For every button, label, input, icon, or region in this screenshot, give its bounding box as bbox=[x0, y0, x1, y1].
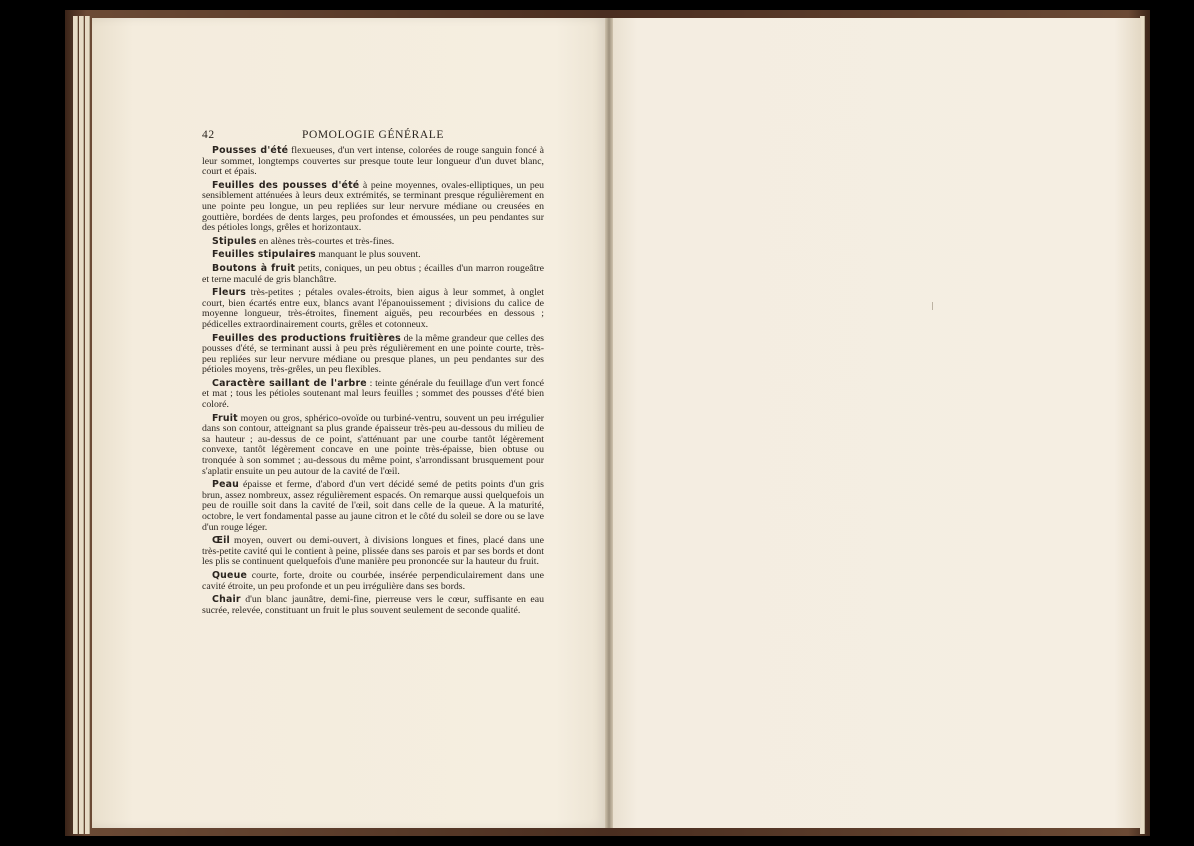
page-mark bbox=[932, 302, 933, 310]
paragraph: Peau épaisse et ferme, d'abord d'un vert décidé semé de petits points d'un gris brun, assez nombreux, assez régulièrement espacés. On remarque aussi quelquefois un peu de rouille soit dans la cavité de l'œil, soit dans celle de la queue. A la maturité, octobre, le vert fondamental passe au jaune citron et le côté du soleil se dore ou se lave d'un rouge léger. bbox=[202, 479, 544, 533]
running-title: POMOLOGIE GÉNÉRALE bbox=[301, 129, 445, 141]
page-text-block bbox=[202, 130, 544, 619]
paragraph: Queue courte, forte, droite ou courbée, insérée perpendiculairement dans une cavité étroite, un peu profonde et un peu irrégulière dans ses bords. bbox=[202, 569, 544, 592]
page-edge bbox=[73, 16, 78, 834]
paragraph: Œil moyen, ouvert ou demi-ouvert, à divisions longues et fines, placé dans une très-petite cavité qui le contient à peine, plissée dans ses parois et par ses bords et dont les plis se continuent quelquefois d'une manière peu prononcée sur la hauteur du fruit. bbox=[202, 535, 544, 568]
paragraph: Boutons à fruit petits, coniques, un peu obtus ; écailles d'un marron rougeâtre et terne maculé de gris blanchâtre. bbox=[202, 262, 544, 285]
paragraph: Pousses d'été flexueuses, d'un vert intense, colorées de rouge sanguin foncé à leur sommet, longtemps couvertes sur presque toute leur longueur d'un duvet blanc, court et épais. bbox=[202, 145, 544, 178]
paragraph: Fruit moyen ou gros, sphérico-ovoïde ou turbiné-ventru, souvent un peu irrégulier dans son contour, atteignant sa plus grande épaisseur très-peu au-dessous du milieu de sa hauteur ; au-dessus de ce point, s'atténuant par une courbe tantôt légèrement convexe, tantôt légèrement concave en une pointe très-épaisse, bien obtuse ou tronquée à son sommet ; au-dessous du même point, s'arrondissant brusquement pour s'aplatir ensuite un peu autour de la cavité de l'œil. bbox=[202, 412, 544, 477]
paragraph: Feuilles des pousses d'été à peine moyennes, ovales-elliptiques, un peu sensiblement atténuées à leurs deux extrémités, se terminant presque régulièrement en une pointe peu longue, un peu repliées sur leur nervure médiane ou creusées en gouttière, bordées de dents larges, peu profondes et émoussées, un peu pendantes sur des pétioles longs, grêles et horizontaux. bbox=[202, 179, 544, 234]
paragraph: Chair d'un blanc jaunâtre, demi-fine, pierreuse vers le cœur, suffisante en eau sucrée, relevée, constituant un fruit le plus souvent seulement de seconde qualité. bbox=[202, 594, 544, 616]
book-gutter bbox=[605, 18, 613, 828]
paragraph: Feuilles des productions fruitières de la même grandeur que celles des pousses d'été, se terminant aussi à peu près régulièrement en une pointe courte, très-peu repliées sur leur nervure médiane ou presque planes, un peu pendantes sur des pétioles moyens, très-grêles, un peu flexibles. bbox=[202, 332, 544, 376]
paragraph: Caractère saillant de l'arbre : teinte générale du feuillage d'un vert foncé et mat ; tous les pétioles soutenant mal leurs feuilles ; sommet des pousses d'été bien coloré. bbox=[202, 377, 545, 411]
page-edge bbox=[85, 16, 90, 834]
paragraph: Fleurs très-petites ; pétales ovales-étroits, bien aigus à leur sommet, à onglet court, bien écartés entre eux, blancs avant l'épanouissement ; divisions du calice de moyenne longueur, très-étroites, finement aiguës, peu recourbées en dessous ; pédicelles extraordinairement courts, grêles et cotonneux. bbox=[202, 287, 544, 330]
right-page bbox=[611, 18, 1141, 828]
paragraph: Feuilles stipulaires manquant le plus souvent. bbox=[212, 249, 421, 261]
page-number: 42 bbox=[202, 129, 215, 141]
paragraph: Stipules en alènes très-courtes et très-fines. bbox=[212, 235, 395, 247]
page-edge bbox=[79, 16, 84, 834]
running-header bbox=[202, 130, 544, 146]
